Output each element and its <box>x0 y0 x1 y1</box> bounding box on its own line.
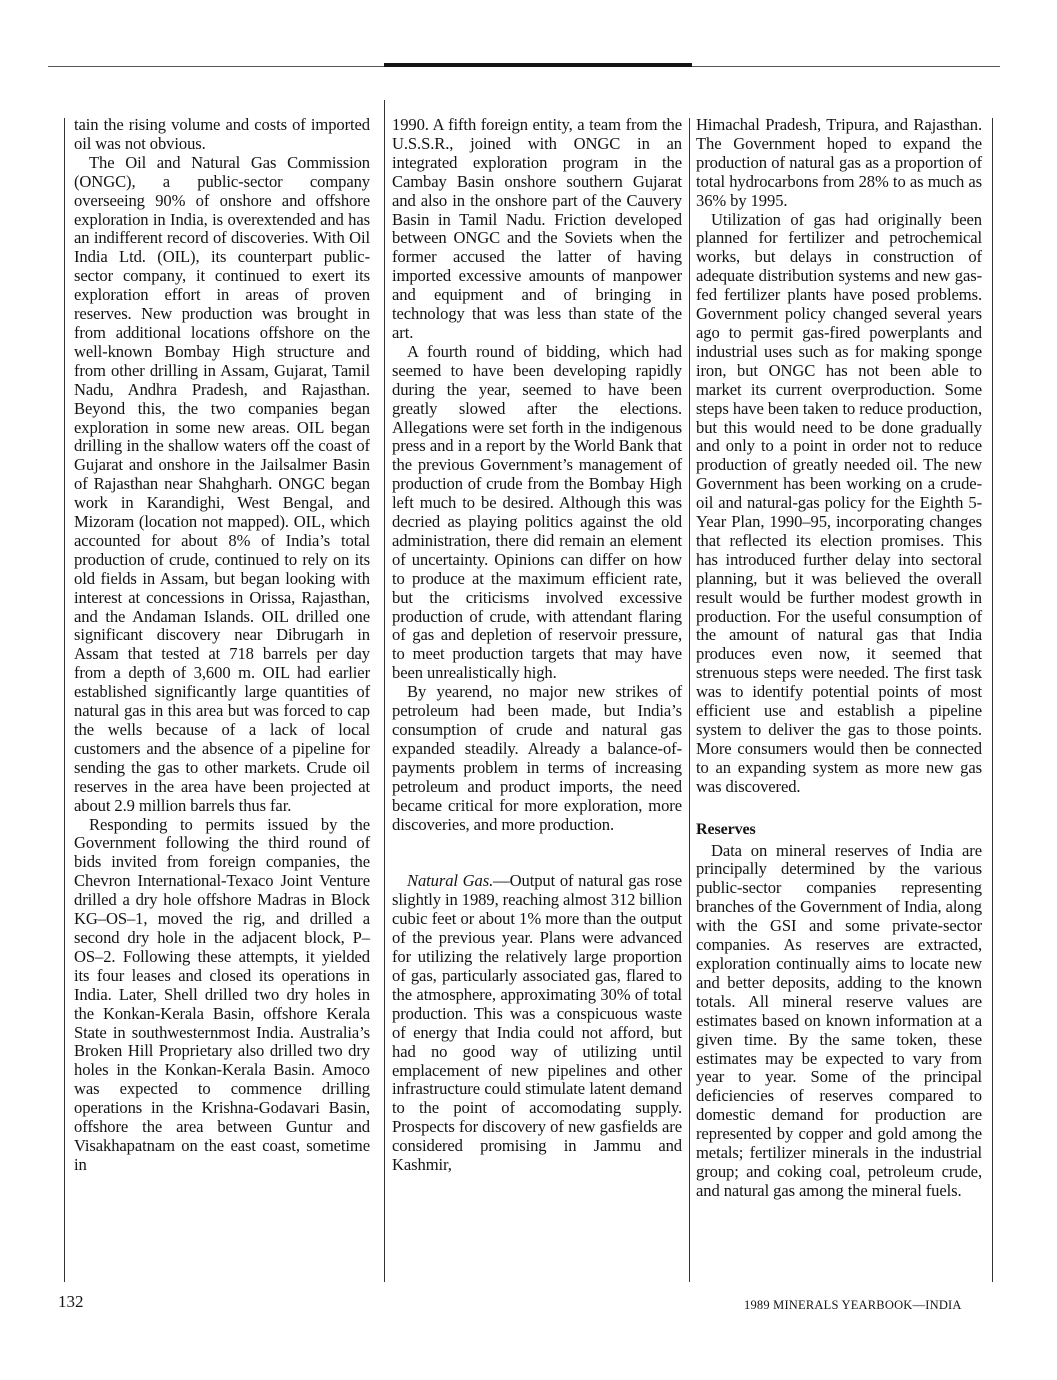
natural-gas-heading: Natural Gas. <box>407 871 494 891</box>
column-rule-left <box>64 118 65 1282</box>
top-rule-accent <box>384 63 692 67</box>
paragraph: The Oil and Natural Gas Commission (ONGC), a public-sector company overseeing 90% of onshore and offshore exploration in India, is overextended and has an indifferent record of discoveries. With Oil India Ltd. (OIL), its counterpart public-sector company, it continued to exert its exploration effort in areas of proven reserves. New production was brought in from additional locations offshore on the well-known Bombay High structure and from other drilling in Assam, Gujarat, Tamil Nadu, Andhra Pradesh, and Rajasthan. Beyond this, the two companies began exploration in some new areas. OIL began drilling in the shallow waters off the coast of Gujarat and onshore in the Jailsalmer Basin of Rajasthan near Shahgharh. ONGC began work in Karandighi, West Bengal, and Mizoram (location not mapped). OIL, which accounted for about 8% of India’s total production of crude, continued to rely on its old fields in Assam, but began looking with interest at concessions in Orissa, Rajasthan, and the Andaman Islands. OIL drilled one significant discovery near Dibrugarh in Assam that tested at 718 barrels per day from a depth of 3,600 m. OIL had earlier established significantly large quantities of natural gas in this area but was forced to cap the wells because of a lack of local customers and the absence of a pipeline for sending the gas to other markets. Crude oil reserves in the area have been projected at about 2.9 million barrels thus far. <box>74 152 370 815</box>
page-number: 132 <box>58 1292 84 1311</box>
reserves-paragraph: Data on mineral reserves of India are principally determined by the various public-sector companies representing branches of the Government of India, along with the GSI and some private-sector companies. As reserves are extracted, exploration continually aims to locate new and better deposits, adding to the known totals. All mineral reserve values are estimates based on known information at a given time. By the same token, these estimates may be expected to vary from year to year. Some of the principal deficiencies of reserves compared to domestic demand for production are represented by copper and gold among the metals; fertilizer minerals in the industrial group; and coking coal, petroleum crude, and natural gas among the mineral fuels. <box>696 840 982 1200</box>
paragraph: Responding to permits issued by the Government following the third round of bids invited from foreign companies, the Chevron International-Texaco Joint Venture drilled a dry hole offshore Madras in Block KG–OS–1, moved the rig, and drilled a second dry hole in the adjacent block, P–OS–2. Following these attempts, it yielded its four leases and closed its operations in India. Later, Shell drilled two dry holes in the Konkan-Kerala Basin, offshore Kerala State in southwesternmost India. Australia’s Broken Hill Proprietary also drilled two dry holes in the Konkan-Kerala Basin. Amoco was expected to commence drilling operations in the Krishna-Godavari Basin, offshore the area between Guntur and Visakhapatnam on the east coast, sometime in <box>74 814 370 1174</box>
natural-gas-text: —Output of natural gas rose slightly in 1989, reaching almost 312 billion cubic feet or about 1% more than the output of the previous year. Plans were advanced for utilizing the relatively large proportion of gas, particularly associated gas, flared to the atmosphere, approximating 30% of total production. This was a conspicuous waste of energy that India could not afford, but had no good way of utilizing until emplacement of new pipelines and other infrastructure could stimulate latent demand to the point of accomodating supply. Prospects for discovery of new gasfields are considered promising in Jammu and Kashmir, <box>392 871 683 1175</box>
column-rule-middle-1 <box>384 100 385 1282</box>
text-column-2 <box>392 116 682 1175</box>
column-rule-right <box>992 118 993 1282</box>
spacer <box>696 797 982 821</box>
text-column-3 <box>696 116 982 1201</box>
paragraph: A fourth round of bidding, which had seemed to have been developing rapidly during the year, seemed to have been greatly slowed after the elections. Allegations were set forth in the indigenous press and in a report by the World Bank that the previous Government’s management of production of crude from the Bombay High left much to be desired. Although this was decried as playing politics against the old administration, there did remain an element of uncertainty. Opinions can differ on how to produce at the maximum efficient rate, but the criticisms involved excessive production of crude, with attendant flaring of gas and depletion of reservoir pressure, to meet production targets that may have been unrealistically high. <box>392 341 682 683</box>
paragraph: Utilization of gas had originally been planned for fertilizer and petrochemical works, but delays in construction of adequate distribution systems and new gas-fed fertilizer plants have posed problems. Government policy changed several years ago to permit gas-fired powerplants and industrial uses such as for making sponge iron, but ONGC has not been able to market its current overproduction. Some steps have been taken to reduce production, but this would need to be done gradually and only to a point in order not to reduce production of greatly needed oil. The new Government has been working on a crude-oil and natural-gas policy for the Eighth 5-Year Plan, 1990–95, incorporating changes that reflected its election promises. This has introduced further delay into sectoral planning, but it was believed the overall result would be further modest growth in production. For the useful consumption of the amount of natural gas that India produces even now, it seemed that strenuous steps were needed. The first task was to identify potential points of most efficient use and establish a pipeline system to deliver the gas to those points. More consumers would then be connected to an expanding system as more new gas was discovered. <box>696 209 982 796</box>
paragraph: By yearend, no major new strikes of petroleum had been made, but India’s consumption of crude and natural gas expanded steadily. Already a balance-of-payments problem in terms of increasing petroleum and product imports, the need became critical for more exploration, more discoveries, and more production. <box>392 682 682 834</box>
paragraph: Himachal Pradesh, Tripura, and Rajasthan. The Government hoped to expand the production of natural gas as a proportion of total hydrocarbons from 28% to as much as 36% by 1995. <box>696 115 982 210</box>
text-column-1 <box>74 116 370 1175</box>
running-title: 1989 MINERALS YEARBOOK—INDIA <box>744 1298 962 1312</box>
paragraph: 1990. A fifth foreign entity, a team from the U.S.S.R., joined with ONGC in an integrated exploration program in the Cambay Basin onshore southern Gujarat and also in the onshore part of the Cauvery Basin in Tamil Nadu. Friction developed between ONGC and the Soviets when the former accused the latter of having imported excessive amounts of manpower and equipment and of bringing in technology that was less than state of the art. <box>392 115 682 342</box>
natural-gas-paragraph <box>392 872 682 1175</box>
spacer <box>392 834 682 872</box>
column-rule-middle-2 <box>689 118 690 1282</box>
reserves-heading: Reserves <box>696 820 756 838</box>
paragraph: tain the rising volume and costs of imported oil was not obvious. <box>74 115 370 153</box>
